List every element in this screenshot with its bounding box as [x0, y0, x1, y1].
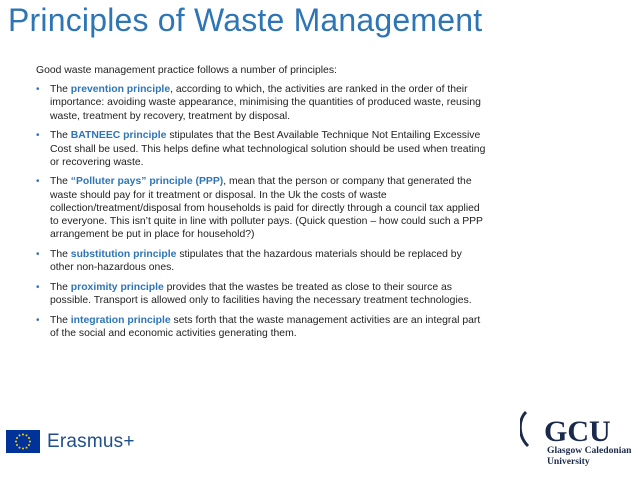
slide-title: Principles of Waste Management — [8, 2, 483, 38]
principles-list — [36, 83, 488, 340]
principle-name: integration principle — [70, 314, 171, 326]
list-item — [36, 83, 488, 123]
bullet-marker: • — [36, 281, 40, 293]
gcu-name-line2: University — [547, 455, 590, 467]
bullet-text: provides that the wastes be treated as close to their source as possible. Transport is allowed only to facilities having the necessary treatment technologies. — [50, 281, 472, 307]
bullet-lead: The — [50, 176, 71, 188]
slide-body — [36, 64, 488, 347]
bullet-text: stipulates that the Best Available Technique Not Entailing Excessive Cost shall be used. This helps define what technological solution should be used when treating or recovering waste. — [50, 130, 486, 168]
bullet-marker: • — [36, 130, 40, 142]
principle-name: prevention principle — [70, 84, 171, 96]
gcu-logo — [520, 408, 630, 474]
bullet-marker: • — [36, 314, 40, 326]
intro-text: Good waste management practice follows a number of principles: — [36, 65, 337, 76]
list-item — [36, 314, 488, 340]
gcu-name-line1: Glasgow Caledonian — [547, 445, 632, 456]
bullet-marker: • — [36, 248, 40, 260]
bullet-text: , mean that the person or company that generated the waste should pay for it treatment or disposal. In the Uk the costs of waste collection/treatment/disposal from households is paid for directly through a council tax applied to everyone. This isn’t quite in line with polluter pays. (Quick question – how could such a PPP arrangement be put in place for household?) — [50, 176, 483, 241]
erasmus-label: Erasmus+ — [47, 430, 135, 452]
bullet-lead: The — [50, 314, 71, 326]
bullet-marker: • — [36, 176, 40, 188]
principle-name: substitution principle — [70, 248, 177, 260]
principle-name: “Polluter pays” principle (PPP) — [70, 176, 224, 188]
bullet-text: , according to which, the activities are ranked in the order of their importance: avoiding waste appearance, minimising the quantities of produced waste, reusing waste, treatment by recovery, treatment by disposal. — [50, 84, 481, 122]
list-item — [36, 175, 488, 241]
erasmus-logo — [6, 430, 135, 453]
gcu-emblem-icon — [520, 408, 630, 448]
list-item — [36, 281, 488, 307]
bullet-lead: The — [50, 84, 71, 96]
eu-flag-icon — [6, 430, 40, 453]
gcu-name — [547, 446, 632, 467]
bullet-lead: The — [50, 130, 71, 142]
bullet-lead: The — [50, 281, 71, 293]
principle-name: BATNEEC principle — [70, 130, 167, 142]
bullet-text: sets forth that the waste management activities are an integral part of the social and economic activities generating them. — [50, 314, 481, 339]
bullet-lead: The — [50, 248, 71, 260]
bullet-text: stipulates that the hazardous materials should be replaced by other non-hazardous ones. — [50, 248, 462, 274]
list-item — [36, 248, 488, 274]
list-item — [36, 129, 488, 169]
bullet-marker: • — [36, 84, 40, 96]
gcu-letters: GCU — [544, 415, 611, 448]
principle-name: proximity principle — [70, 281, 164, 293]
